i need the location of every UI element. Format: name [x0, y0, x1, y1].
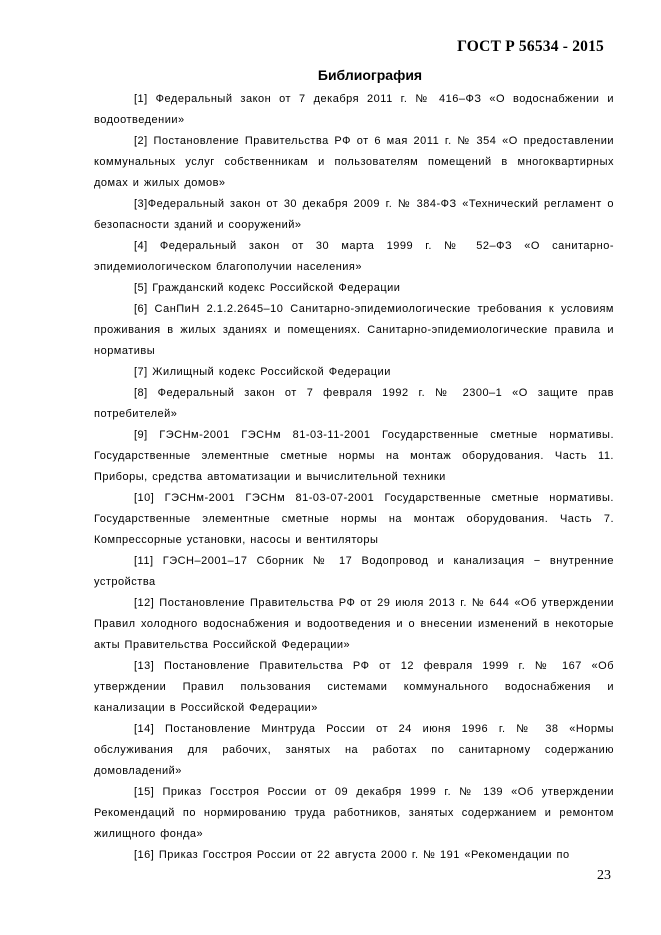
standard-code-header: ГОСТ Р 56534 - 2015: [457, 38, 604, 55]
reference-item: [11] ГЭСН–2001–17 Сборник № 17 Водопровод и канализация − внутренние устройства: [94, 555, 614, 588]
reference-item: [6] СанПиН 2.1.2.2645–10 Санитарно-эпидемиологические требования к условиям проживания в жилых зданиях и помещениях. Санитарно-эпидемиологические правила и нормативы: [94, 303, 614, 357]
reference-item: [16] Приказ Госстроя России от 22 августа 2000 г. № 191 «Рекомендации по: [134, 849, 570, 861]
reference-item: [10] ГЭСНм-2001 ГЭСНм 81-03-07-2001 Государственные сметные нормативы. Государственные элементные сметные нормы на монтаж оборудования. Часть 7. Компрессорные установки, насосы и вентиляторы: [94, 492, 614, 546]
reference-item: [13] Постановление Правительства РФ от 12 февраля 1999 г. № 167 «Об утверждении Правил пользования системами коммунального водоснабжения и канализации в Российской Федерации»: [94, 660, 614, 714]
reference-item: [2] Постановление Правительства РФ от 6 мая 2011 г. № 354 «О предоставлении коммунальных услуг собственникам и пользователям помещений в многоквартирных домах и жилых домов»: [94, 135, 614, 189]
reference-item: [8] Федеральный закон от 7 февраля 1992 г. № 2300–1 «О защите прав потребителей»: [94, 387, 614, 420]
reference-item: [12] Постановление Правительства РФ от 29 июля 2013 г. № 644 «Об утверждении Правил холодного водоснабжения и водоотведения и о внесении изменений в некоторые акты Правительства Российской Федерации»: [94, 597, 614, 651]
reference-item: [9] ГЭСНм-2001 ГЭСНм 81-03-11-2001 Государственные сметные нормативы. Государственные элементные сметные нормы на монтаж оборудования. Часть 11. Приборы, средства автоматизации и вычислительной техники: [94, 429, 614, 483]
reference-item: [15] Приказ Госстроя России от 09 декабря 1999 г. № 139 «Об утверждении Рекомендаций по нормированию труда работников, занятых содержанием и ремонтом жилищного фонда»: [94, 786, 614, 840]
reference-item: [5] Гражданский кодекс Российской Федерации: [134, 282, 401, 294]
reference-list: [94, 89, 614, 866]
reference-item: [3]Федеральный закон от 30 декабря 2009 г. № 384-ФЗ «Технический регламент о безопасности зданий и сооружений»: [94, 198, 614, 231]
reference-item: [1] Федеральный закон от 7 декабря 2011 г. № 416–ФЗ «О водоснабжении и водоотведении»: [94, 93, 614, 126]
page-title: Библиография: [317, 67, 423, 83]
page-number: 23: [597, 868, 611, 883]
reference-item: [4] Федеральный закон от 30 марта 1999 г. № 52–ФЗ «О санитарно-эпидемиологическом благополучии населения»: [94, 240, 614, 273]
reference-item: [7] Жилищный кодекс Российской Федерации: [134, 366, 391, 378]
reference-item: [14] Постановление Минтруда России от 24 июня 1996 г. № 38 «Нормы обслуживания для рабочих, занятых на работах по санитарному содержанию домовладений»: [94, 723, 614, 777]
